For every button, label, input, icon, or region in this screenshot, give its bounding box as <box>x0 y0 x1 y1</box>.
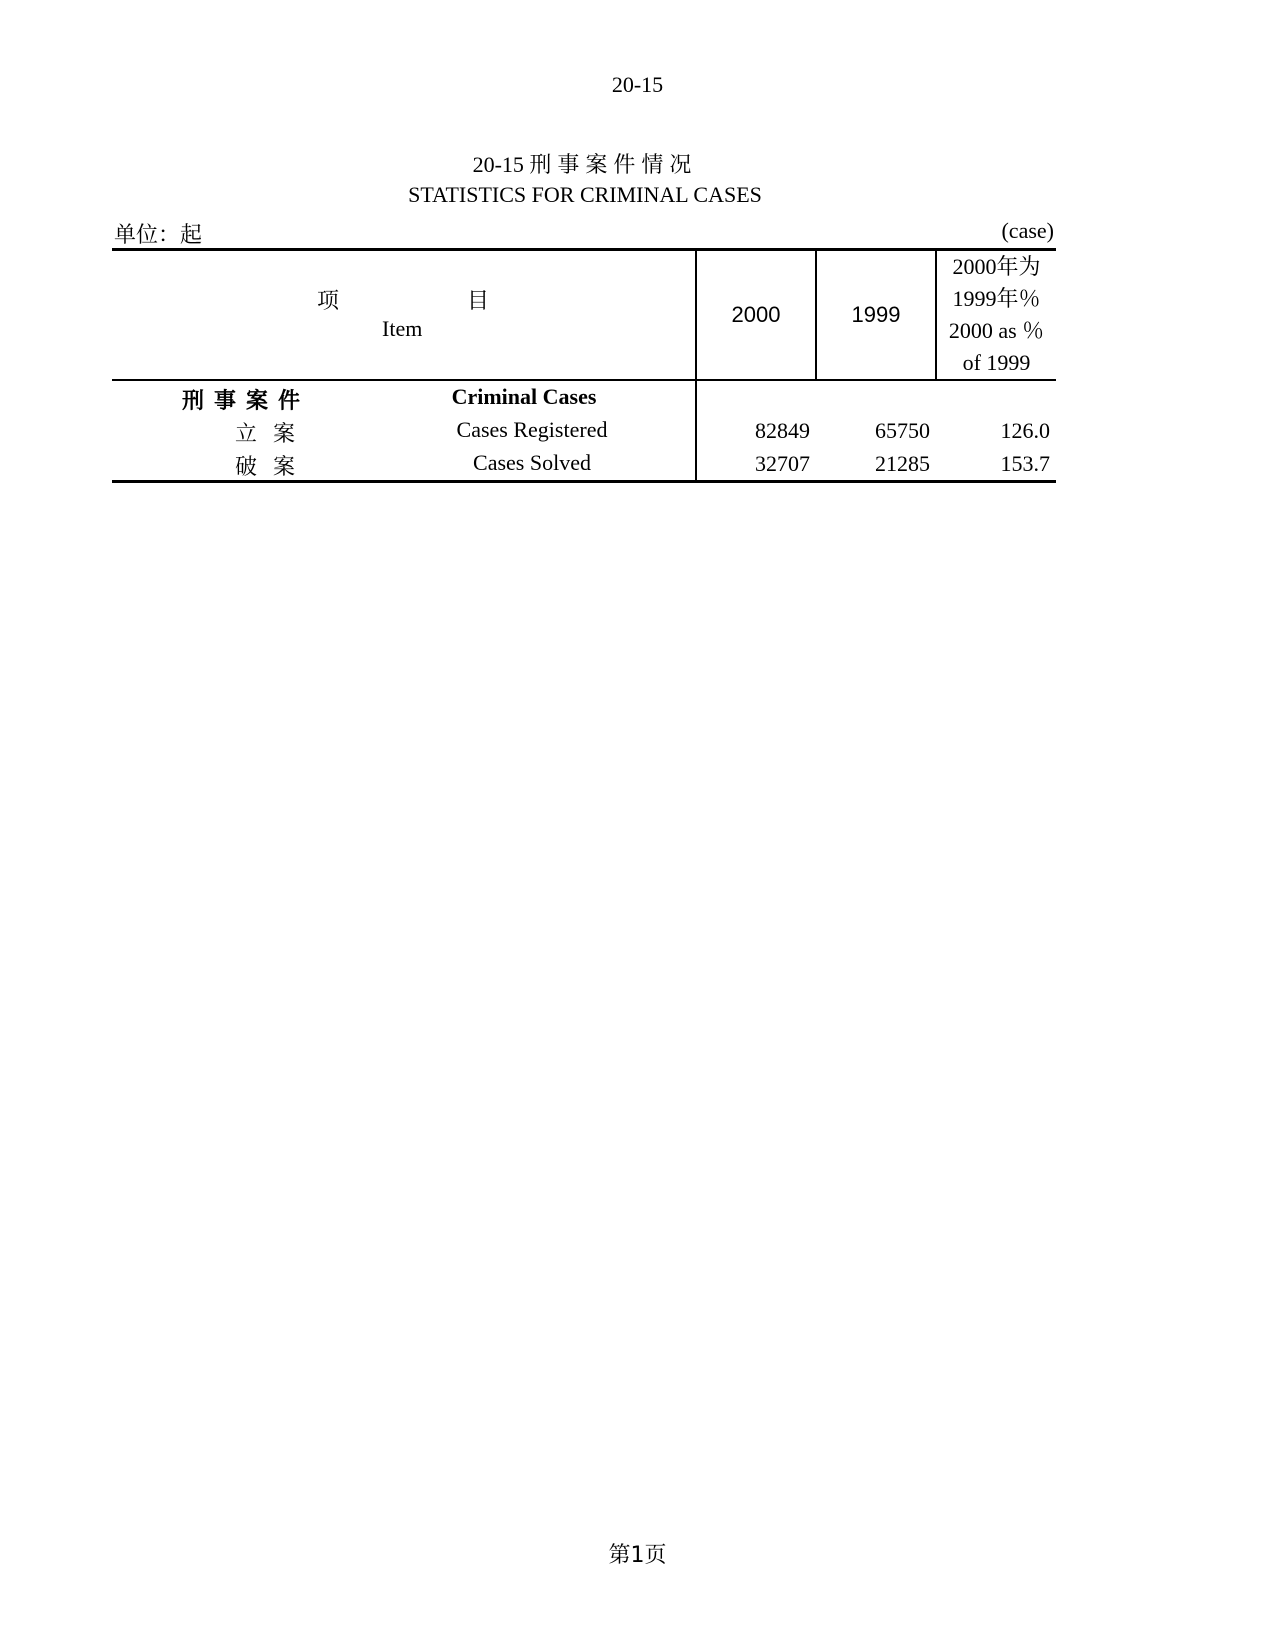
percent-header-line-1: 2000年为 <box>952 254 1041 279</box>
item-header-cell <box>112 250 696 381</box>
table-header-row <box>112 250 1056 381</box>
row-item-cell <box>112 380 696 414</box>
item-header-cn-2: 目 <box>467 288 490 313</box>
item-header-cn-1: 项 <box>317 288 340 313</box>
value-1999 <box>816 380 936 414</box>
value-percent: 126.0 <box>1000 417 1050 443</box>
statistics-table <box>112 248 1056 483</box>
row-label-cn: 立案 <box>235 421 312 446</box>
value-1999: 21285 <box>816 447 936 482</box>
value-percent <box>936 380 1056 414</box>
row-label-cn: 刑事案件 <box>182 389 311 414</box>
value-2000: 82849 <box>696 414 816 447</box>
unit-label-cn: 单位：起 <box>114 222 203 247</box>
percent-header-line-3: 2000 as ％ <box>948 318 1045 343</box>
percent-header-line-2: 1999年％ <box>952 286 1041 311</box>
table-title-cn <box>0 148 1170 179</box>
row-label-en: Cases Solved <box>473 450 591 475</box>
unit-label-en: (case) <box>1001 218 1054 243</box>
table-row <box>112 447 1056 482</box>
row-item-cell <box>112 447 696 482</box>
value-1999: 65750 <box>875 417 930 443</box>
value-2000 <box>696 380 816 414</box>
table-number: 20-15 <box>472 152 524 177</box>
column-header-percent <box>936 250 1056 381</box>
row-label-en: Cases Registered <box>456 417 608 442</box>
percent-header-line-4: of 1999 <box>962 350 1031 375</box>
table-row <box>112 380 1056 414</box>
item-header-en: Item <box>382 316 423 341</box>
value-2000: 32707 <box>696 447 816 482</box>
page-header: 20-15 <box>611 72 664 97</box>
value-percent: 153.7 <box>936 447 1056 482</box>
row-label-en: Criminal Cases <box>451 384 597 409</box>
row-label-cn: 破案 <box>235 454 312 479</box>
column-header-2000: 2000 <box>696 250 816 381</box>
table-title-en: STATISTICS FOR CRIMINAL CASES <box>408 182 762 207</box>
column-header-1999: 1999 <box>816 250 936 381</box>
row-item-cell <box>112 414 696 447</box>
table-row <box>112 414 1056 447</box>
table-title-cn-text: 刑事案件情况 <box>529 152 698 177</box>
page-footer: 第1页 <box>608 1543 667 1568</box>
